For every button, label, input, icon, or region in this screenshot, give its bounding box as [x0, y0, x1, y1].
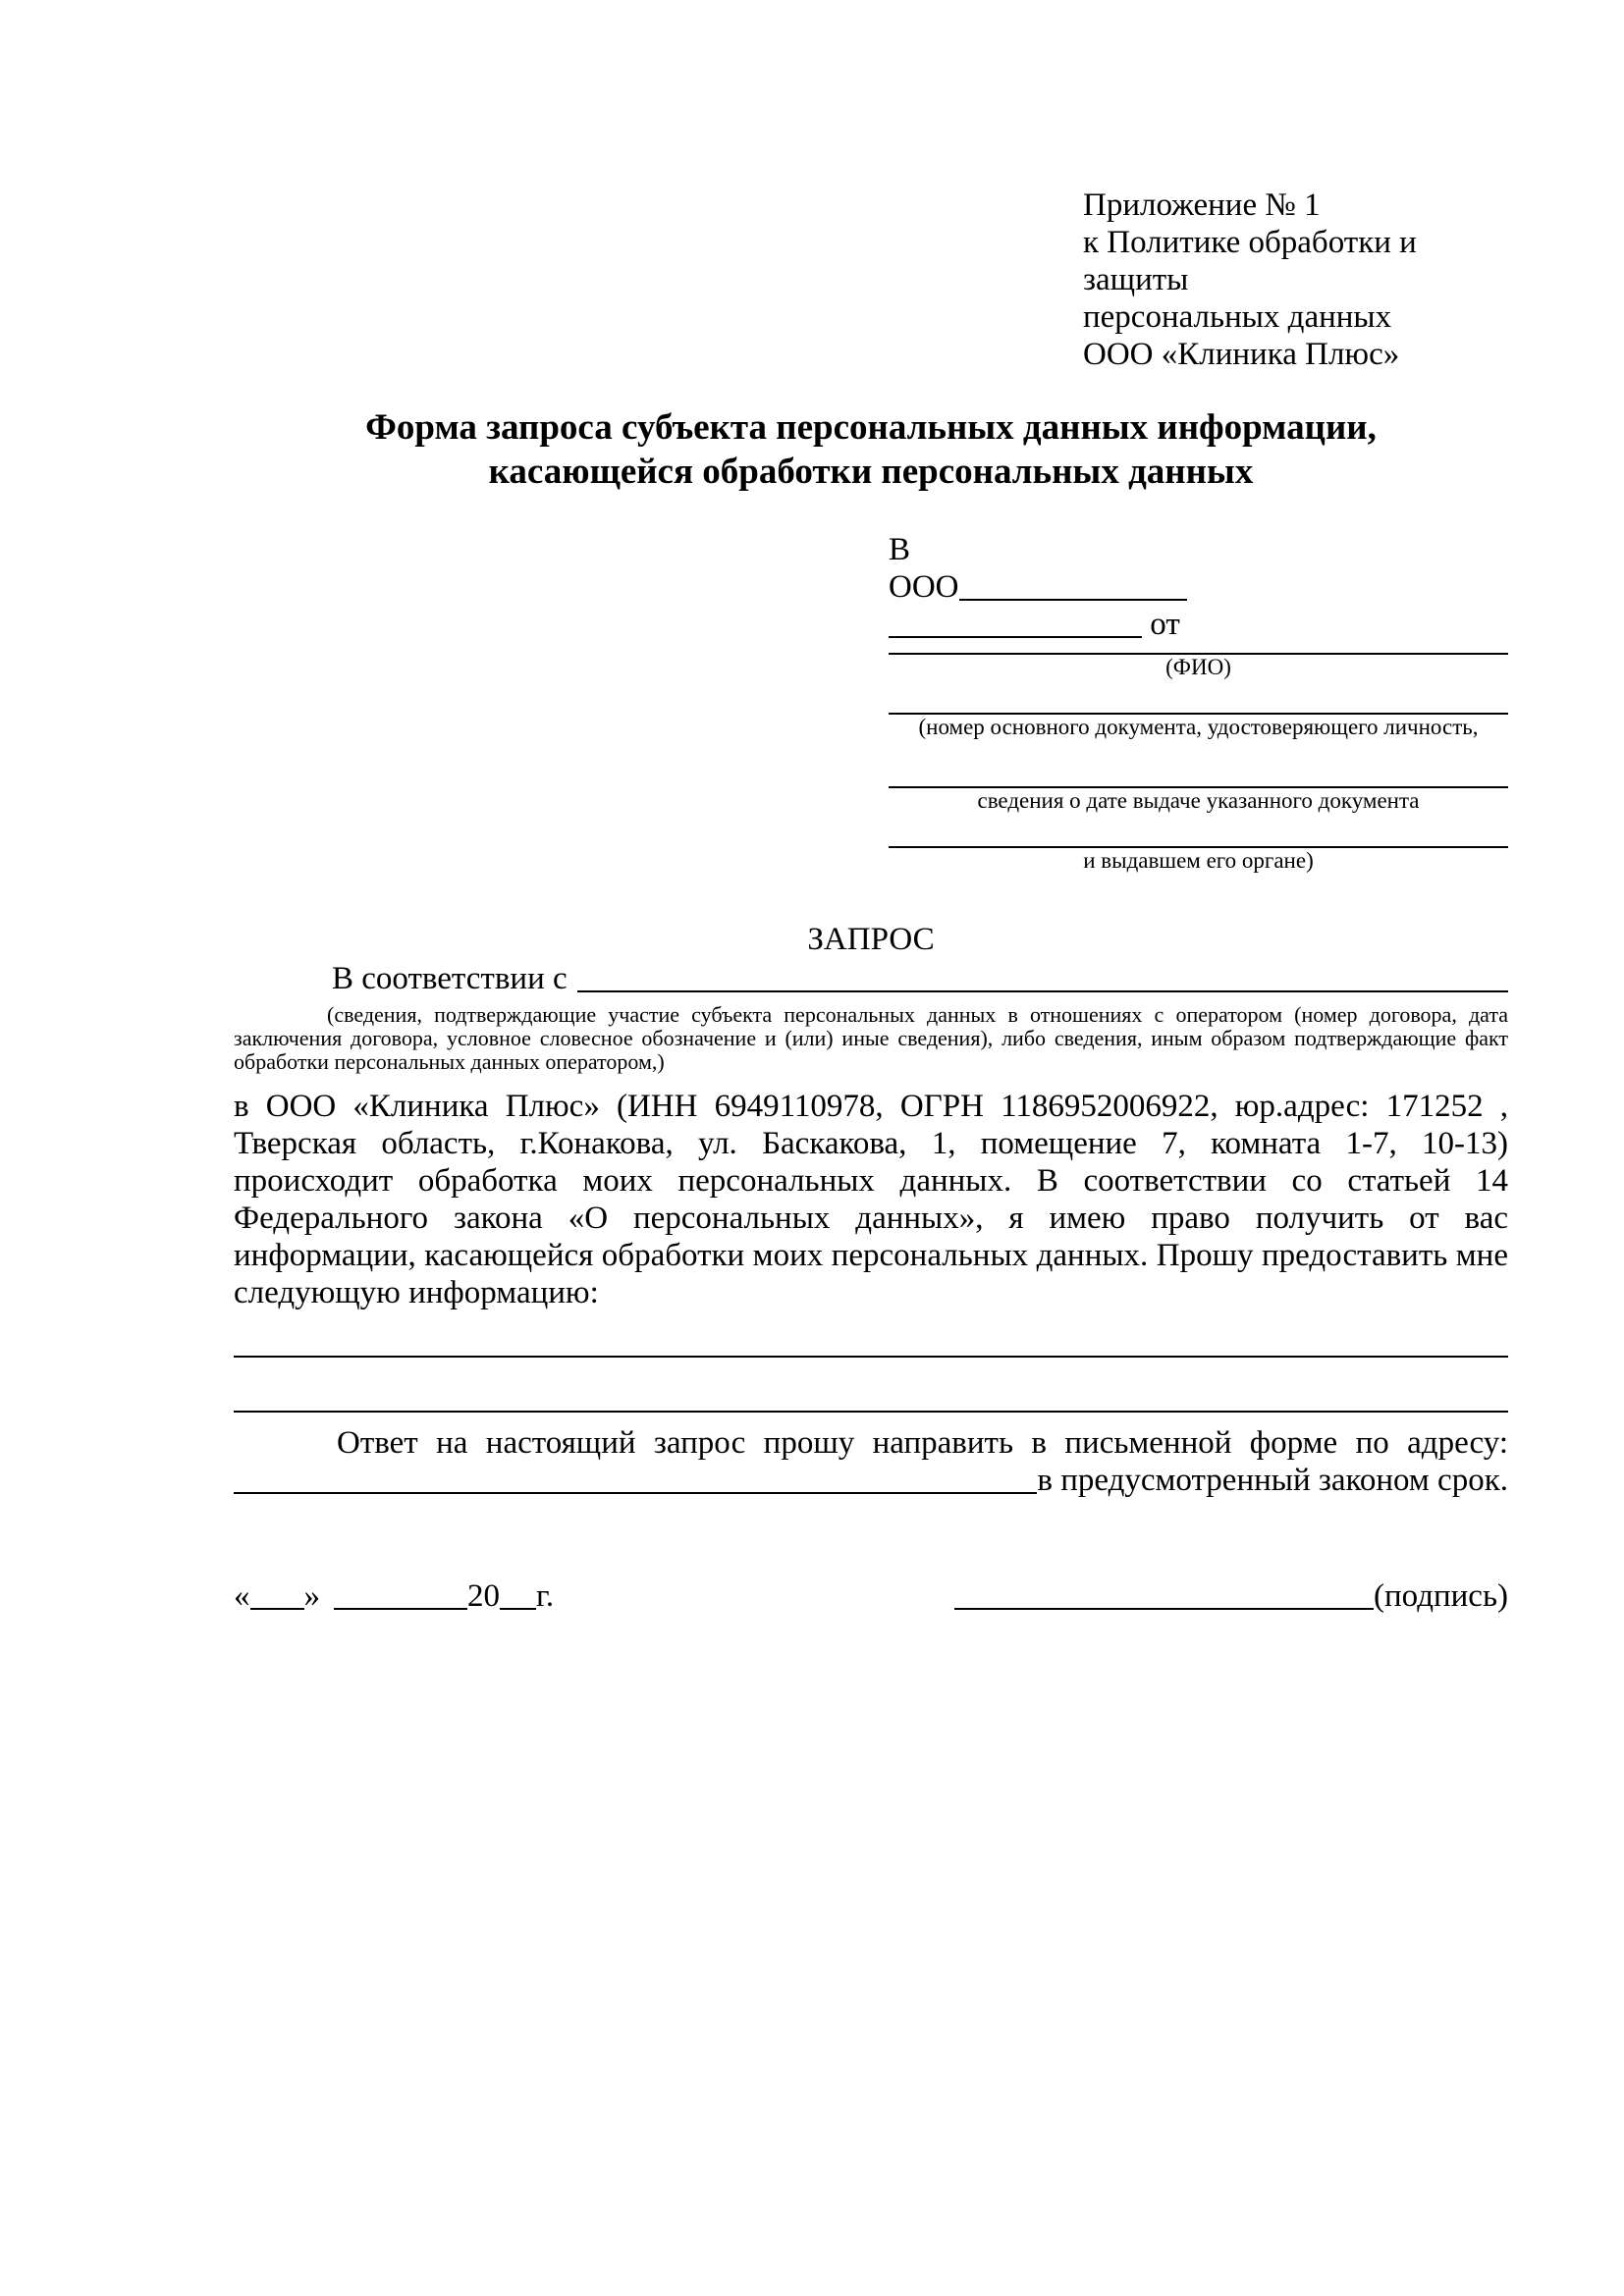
fio-caption: (ФИО)	[1165, 655, 1231, 679]
date-field	[234, 1577, 554, 1615]
appendix-line-3: персональных данных	[1083, 299, 1392, 335]
addressee-block	[889, 531, 1508, 874]
addressee-org-prefix: ООО	[889, 569, 959, 605]
request-body-text: в ООО «Клиника Плюс» (ИНН 6949110978, ОГРН 1186952006922, юр.адрес: 171252 , Тверская область, г.Конакова, ул. Баскакова, 1, помещение 7, комната 1-7, 10-13) происходит обработка моих персональных данных. В соответствии со статьей 14 Федерального закона «О персональных данных», я имею право получить от вас информации, касающейся обработки моих персональных данных. Прошу предоставить мне следующую информацию:	[234, 1089, 1508, 1310]
reply-address-blank-field	[234, 1492, 1037, 1494]
org-name-blank-field	[959, 599, 1187, 601]
date-quote-open: «	[234, 1578, 250, 1614]
signature-caption: (подпись)	[1374, 1578, 1508, 1614]
document-title-line-2: касающейся обработки персональных данных	[488, 452, 1254, 492]
issue-date-caption: сведения о дате выдаче указанного документа	[977, 788, 1420, 813]
intro-label: В соответствии с	[332, 961, 568, 996]
appendix-line-2: к Политике обработки и защиты	[1083, 225, 1417, 297]
date-signature-row	[234, 1577, 1508, 1615]
addressee-to: В	[889, 532, 911, 567]
document-number-caption: (номер основного документа, удостоверяющего личность,	[918, 715, 1479, 739]
intro-row	[234, 960, 1508, 997]
addressee-from-row	[889, 606, 1508, 643]
info-blank-field-1	[234, 1314, 1508, 1358]
document-number-blank-field	[889, 680, 1508, 715]
year-blank-field	[500, 1608, 536, 1610]
signature-field	[954, 1577, 1508, 1615]
from-blank-field	[889, 636, 1142, 638]
appendix-line-1: Приложение № 1	[1083, 187, 1321, 223]
signature-blank-field	[954, 1608, 1374, 1610]
request-heading: ЗАПРОС	[807, 922, 935, 957]
document-title	[234, 405, 1508, 494]
reply-tail-text: в предусмотренный законом срок.	[1037, 1463, 1508, 1498]
addressee-org-row	[889, 568, 1508, 606]
info-blank-field-2	[234, 1358, 1508, 1413]
addressee-from-label: от	[1150, 607, 1180, 642]
fio-blank-field	[889, 643, 1508, 655]
year-suffix: г.	[536, 1578, 555, 1614]
day-blank-field	[250, 1608, 304, 1610]
date-quote-close: »	[303, 1578, 320, 1614]
reply-address-row	[234, 1462, 1508, 1499]
issuer-caption: и выдавшем его органе)	[1083, 848, 1314, 873]
document-title-line-1: Форма запроса субъекта персональных данных информации,	[365, 407, 1377, 448]
issuer-blank-field	[889, 814, 1508, 848]
reply-intro-text: Ответ на настоящий запрос прошу направить в письменной форме по адресу:	[337, 1425, 1508, 1461]
intro-blank-field	[577, 990, 1508, 992]
year-prefix: 20	[467, 1578, 500, 1614]
issue-date-blank-field	[889, 740, 1508, 788]
month-blank-field	[334, 1608, 467, 1610]
appendix-line-4: ООО «Клиника Плюс»	[1083, 337, 1400, 372]
footnote-text: (сведения, подтверждающие участие субъекта персональных данных в отношениях с оператором (номер договора, дата заключения договора, условное словесное обозначение и (или) иные сведения), либо сведения, иным образом подтверждающие факт обработки персональных данных оператором,)	[234, 1002, 1508, 1074]
appendix-note	[1083, 187, 1508, 373]
